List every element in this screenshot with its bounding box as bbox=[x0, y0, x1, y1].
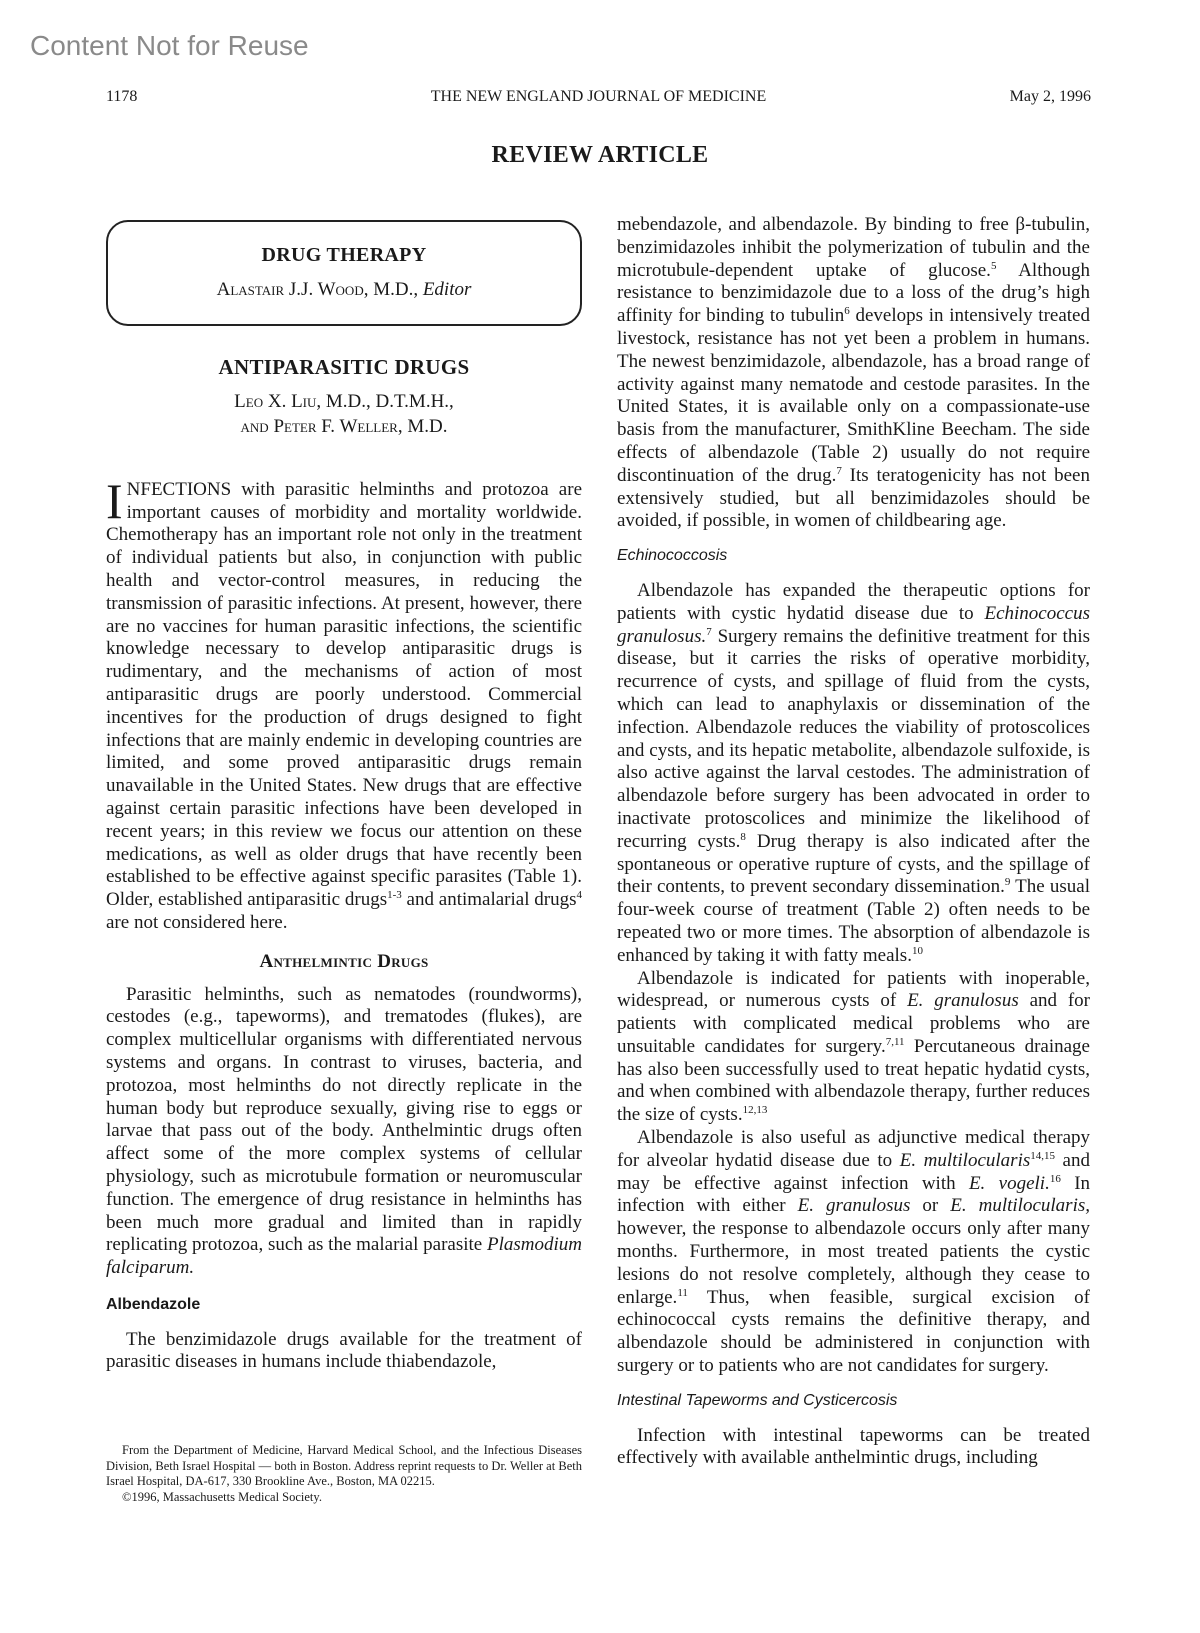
copyright-note: ©1996, Massachusetts Medical Society. bbox=[122, 1489, 322, 1504]
body-text: Its teratogenicity has not been extensively studied, but all benzimidazoles should be avoided, if possible, in women of childbearing age. bbox=[617, 464, 1090, 532]
echinococcosis-paragraph-3 bbox=[617, 1127, 1090, 1378]
editor-name: Alastair J.J. Wood, M.D., bbox=[216, 278, 419, 300]
intro-paragraph bbox=[106, 472, 582, 935]
body-text: Albendazole is also useful as adjunctive medical therapy for alveolar hydatid disease due to bbox=[617, 1127, 1090, 1171]
page-number: 1178 bbox=[106, 88, 138, 105]
body-text: The usual four-week course of treatment (Table 2) often needs to be repeated two or more times. The absorption of albendazole is enhanced by taking it with fatty meals. bbox=[617, 876, 1090, 966]
body-text: however, the response to albendazole occurs only after many months. Furthermore, in most treated patients the cystic lesions do not resolve completely, although they cease to enlarge. bbox=[617, 1218, 1090, 1308]
citation: 14,15 bbox=[1030, 1149, 1055, 1162]
body-text: Drug therapy is also indicated after the spontaneous or operative rupture of cysts, and the spillage of their contents, to prevent secondary dissemination. bbox=[617, 830, 1090, 898]
authors-line-2: and Peter F. Weller, M.D. bbox=[240, 415, 448, 437]
citation: 6 bbox=[844, 305, 850, 318]
body-text: mebendazole, and albendazole. By binding to free β-tubulin, benzimidazoles inhibit the polymerization of tubulin and the microtubule-dependent uptake of glucose. bbox=[617, 214, 1090, 281]
article-authors bbox=[106, 389, 582, 439]
authors-line-1: Leo X. Liu, M.D., D.T.M.H., bbox=[234, 390, 454, 412]
citation: 8 bbox=[740, 830, 746, 843]
journal-name: THE NEW ENGLAND JOURNAL OF MEDICINE bbox=[430, 88, 767, 105]
echinococcosis-paragraph-2 bbox=[617, 968, 1090, 1128]
article-title: ANTIPARASITIC DRUGS bbox=[218, 355, 470, 379]
citation: 11 bbox=[677, 1286, 688, 1299]
intro-text: are not considered here. bbox=[106, 911, 288, 933]
body-text: Percutaneous drainage has also been successfully used to treat hepatic hydatid cysts, and when combined with albendazole therapy, further reduces the size of cysts. bbox=[617, 1035, 1090, 1126]
running-head bbox=[106, 88, 1091, 112]
citation: 12,13 bbox=[742, 1104, 768, 1117]
intro-section bbox=[106, 472, 582, 935]
citation: 5 bbox=[990, 259, 997, 272]
tapeworm-paragraph: Infection with intestinal tapeworms can be treated effectively with available anthelmintic drugs, including bbox=[617, 1424, 1090, 1469]
echinococcosis-paragraph-1 bbox=[617, 580, 1090, 968]
series-box bbox=[106, 220, 582, 326]
drop-cap: I bbox=[106, 472, 123, 529]
citation: 7 bbox=[836, 464, 842, 477]
citation: 10 bbox=[911, 944, 923, 957]
footnote bbox=[106, 1443, 582, 1505]
issue-date: May 2, 1996 bbox=[1009, 88, 1091, 105]
albendazole-paragraph: The benzimidazole drugs available for the treatment of parasitic diseases in humans include thiabendazole, bbox=[106, 1328, 582, 1373]
citation: 7 bbox=[706, 625, 712, 638]
species-name: Echinococcus granulosus. bbox=[617, 602, 1090, 647]
body-text: Thus, when feasible, surgical excision of echinococcal cysts remains the definitive therapy, and albendazole should be administered in conjunction with surgery or to patients who are not candidates for surgery. bbox=[617, 1286, 1090, 1377]
species-name: E. multilocularis bbox=[899, 1149, 1031, 1171]
affiliation-note: From the Department of Medicine, Harvard Medical School, and the Infectious Diseases Division, Beth Israel Hospital — both in Boston. Address reprint requests to Dr. Weller at Beth Israel Hospital, DA-617, 330 Brookline Ave., Boston, MA 02215. bbox=[106, 1443, 582, 1488]
body-text: develops in intensively treated livestock, resistance has not yet been a problem in humans. The newest benzimidazole, albendazole, has a broad range of activity against many nematode and cestode parasites. In the United States, it is available only on a compassionate-use basis from the manufacturer, SmithKline Beecham. The side effects of albendazole (Table 2) usually do not require discontinuation of the drug. bbox=[617, 305, 1090, 486]
citation: 1-3 bbox=[387, 889, 402, 902]
species-name: E. granulosus bbox=[907, 990, 1019, 1012]
intro-text: and antimalarial drugs bbox=[401, 889, 577, 911]
citation: 4 bbox=[576, 889, 582, 902]
species-name: E. vogeli. bbox=[968, 1172, 1050, 1194]
body-text: Albendazole is indicated for patients with inoperable, widespread, or numerous cysts of bbox=[617, 967, 1090, 1012]
subsection-heading: Albendazole bbox=[106, 1295, 201, 1313]
series-editor bbox=[108, 279, 580, 302]
citation: 7,11 bbox=[885, 1035, 905, 1048]
species-name: E. multilocularis, bbox=[950, 1195, 1090, 1217]
citation: 16 bbox=[1049, 1172, 1061, 1185]
body-text: Parasitic helminths, such as nematodes (roundworms), cestodes (e.g., tapeworms), and trematodes (flukes), are complex multicellular organisms with differentiated nervous systems and organs. In contrast to viruses, bacteria, and protozoa, most helminths do not directly replicate in the human body but reproduce sexually, giving rise to eggs or larvae that pass out of the body. Anthelmintic drugs often affect some of the more complex systems of cellular physiology, such as microtubule formation or neuromuscular function. The emergence of drug resistance in helminths has been much more gradual and limited than in rapidly replicating protozoa, such as the malarial parasite bbox=[106, 983, 582, 1256]
watermark: Content Not for Reuse bbox=[30, 30, 309, 61]
subsection-heading: Intestinal Tapeworms and Cysticercosis bbox=[617, 1391, 898, 1409]
right-column bbox=[617, 214, 1090, 1470]
anthelmintic-paragraph bbox=[106, 984, 582, 1280]
article-header bbox=[106, 356, 582, 439]
species-name: Plasmodium falciparum. bbox=[106, 1234, 582, 1279]
left-column bbox=[106, 220, 582, 1374]
body-text: or bbox=[910, 1195, 951, 1217]
body-text: Surgery remains the definitive treatment for this disease, but it carries the risks of operative morbidity, recurrence of cysts, and spillage of fluid from the cysts, which can lead to anaphylaxis or dissemination of the infection. Albendazole reduces the viability of protoscolices and cysts, and its hepatic metabolite, albendazole sulfoxide, is also active against the larval cestodes. The administration of albendazole before surgery has been advocated in order to inactivate protoscolices and minimize the likelihood of recurring cysts. bbox=[617, 625, 1090, 852]
section-heading: Anthelmintic Drugs bbox=[259, 950, 429, 972]
benzimidazole-paragraph bbox=[617, 214, 1090, 533]
citation: 9 bbox=[1004, 876, 1011, 889]
species-name: E. granulosus bbox=[797, 1195, 911, 1217]
subsection-heading: Echinococcosis bbox=[617, 547, 728, 565]
article-type: REVIEW ARTICLE bbox=[491, 142, 709, 168]
body-text: Although resistance to benzimidazole due to a loss of the drug’s high affinity for binding to tubulin bbox=[617, 259, 1090, 327]
body-text: and may be effective against infection with bbox=[617, 1149, 1090, 1194]
editor-role: Editor bbox=[422, 278, 472, 300]
body-text: and for patients with complicated medical problems who are unsuitable candidates for surgery. bbox=[617, 990, 1091, 1057]
intro-text: NFECTIONS with parasitic helminths and protozoa are important causes of morbidity and mortality worldwide. Chemotherapy has an important role not only in the treatment of individual patients but also, in conjunction with public health and vector-control measures, in reducing the transmission of parasitic infections. At present, however, there are no vaccines for human parasitic infections, the scientific knowledge necessary to develop antiparasitic drugs is rudimentary, and the mechanisms of action of most antiparasitic drugs are poorly understood. Commercial incentives for the production of drugs designed to fight infections that are mainly endemic in developing countries are limited, and some proved antiparasitic drugs remain unavailable in the United States. New drugs that are effective against certain parasitic infections have been developed in recent years; in this review we focus our attention on these medications, as well as older drugs that have recently been established to be effective against specific parasites (Table 1). Older, established antiparasitic drugs bbox=[106, 478, 582, 911]
body-text: Albendazole has expanded the therapeutic options for patients with cystic hydatid disease due to bbox=[617, 579, 1090, 624]
body-text: In infection with either bbox=[617, 1172, 1091, 1217]
series-title: DRUG THERAPY bbox=[261, 244, 427, 266]
